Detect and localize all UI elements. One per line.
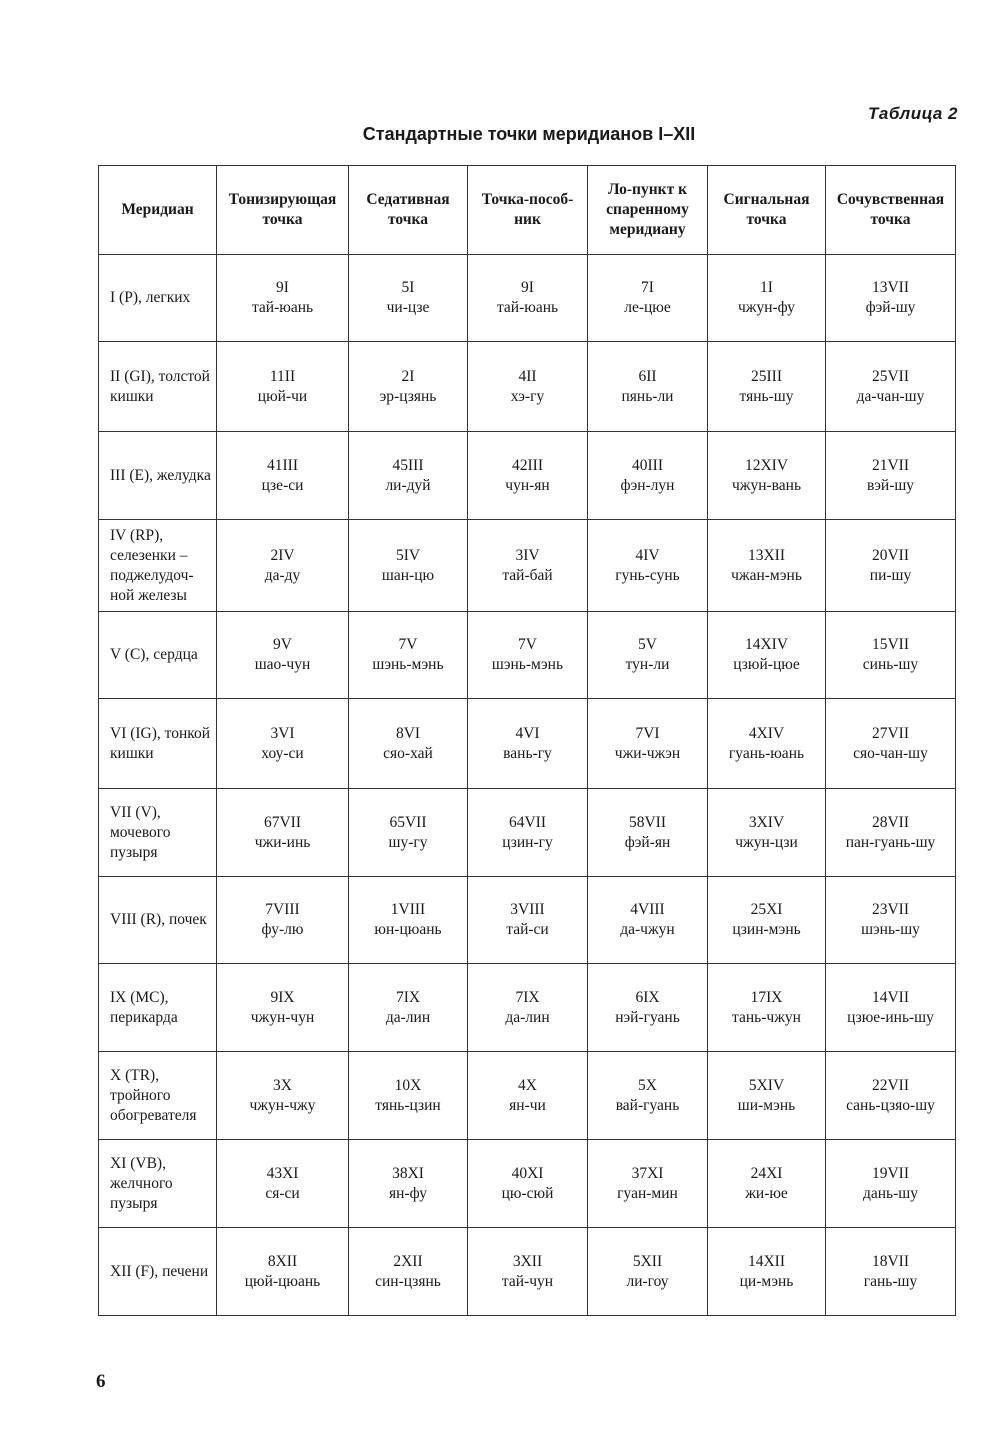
point-name: тай-юань <box>496 299 559 316</box>
point-name: чжун-цзи <box>735 833 798 851</box>
point-cell <box>468 877 588 964</box>
table-row <box>99 964 956 1052</box>
column-header-tonifying: Тонизирующая точка <box>217 166 349 255</box>
point-code: 64VII <box>508 813 547 831</box>
point-name: ли-дуй <box>385 476 431 494</box>
point-cell <box>349 789 468 877</box>
point-name: вэй-шу <box>866 476 915 494</box>
point-code: 28VII <box>871 813 910 831</box>
point-name: шэнь-шу <box>861 921 920 938</box>
point-cell <box>349 520 468 612</box>
point-code: 24XI <box>750 1164 783 1182</box>
point-cell <box>826 789 956 877</box>
point-name: цюй-цюань <box>244 1272 321 1290</box>
point-code: 5XIV <box>748 1076 785 1094</box>
point-cell <box>826 877 956 964</box>
point-cell <box>708 877 826 964</box>
point-name: чи-цзе <box>386 299 430 316</box>
point-name: ян-фу <box>389 1184 427 1202</box>
point-cell <box>217 964 349 1052</box>
point-name: тай-юань <box>251 299 314 316</box>
point-code: 13VII <box>871 279 910 296</box>
point-cell <box>217 612 349 699</box>
point-name: фэн-лун <box>620 476 675 494</box>
point-cell <box>588 342 708 432</box>
point-cell <box>588 255 708 342</box>
point-name: жи-юе <box>745 1184 788 1202</box>
meridian-name-cell: VIII (R), почек <box>99 877 217 964</box>
point-code: 23VII <box>871 901 910 918</box>
point-code: 37XI <box>631 1164 664 1182</box>
point-code: 14XII <box>747 1252 786 1270</box>
point-name: шу-гу <box>388 833 428 851</box>
point-code: 18VII <box>871 1252 910 1270</box>
point-code: 3XIV <box>748 813 785 831</box>
point-name: шан-цю <box>381 566 435 584</box>
point-code: 65VII <box>389 813 427 831</box>
point-name: да-лин <box>385 1008 431 1026</box>
page-number: 6 <box>96 1371 106 1392</box>
point-cell <box>468 1228 588 1316</box>
point-code: 14XIV <box>744 636 789 653</box>
point-name: вань-гу <box>503 744 552 762</box>
point-code: 9I <box>276 279 289 296</box>
point-name: тай-бай <box>502 566 553 584</box>
point-name: тянь-шу <box>739 387 794 405</box>
point-code: 41III <box>267 456 298 474</box>
point-name: ян-чи <box>509 1096 546 1114</box>
point-code: 40III <box>632 456 663 474</box>
point-name: фэй-шу <box>865 299 916 316</box>
point-cell <box>349 1228 468 1316</box>
point-code: 6II <box>638 367 657 385</box>
table-row <box>99 1052 956 1140</box>
point-code: 5X <box>638 1076 657 1094</box>
point-cell <box>217 1228 349 1316</box>
point-name: гунь-сунь <box>615 566 680 584</box>
point-name: пан-гуань-шу <box>845 833 936 851</box>
point-code: 43XI <box>266 1164 299 1182</box>
point-name: чжун-чжу <box>249 1096 316 1114</box>
point-cell <box>349 432 468 520</box>
point-cell <box>217 432 349 520</box>
point-code: 3IV <box>515 546 540 564</box>
point-name: тай-чун <box>501 1272 554 1290</box>
point-name: чун-ян <box>505 476 550 494</box>
point-name: чжи-инь <box>254 833 311 851</box>
point-code: 3X <box>273 1076 292 1094</box>
point-cell <box>588 699 708 789</box>
table-header-row <box>99 166 956 255</box>
point-code: 5I <box>401 279 415 296</box>
point-cell <box>349 1052 468 1140</box>
point-name: шэнь-мэнь <box>372 656 444 673</box>
point-code: 45III <box>392 456 424 474</box>
point-name: пи-шу <box>869 566 912 584</box>
point-cell <box>708 342 826 432</box>
point-code: 27VII <box>871 724 910 742</box>
point-name: сань-цзяо-шу <box>846 1096 935 1114</box>
point-cell <box>349 612 468 699</box>
point-cell <box>588 964 708 1052</box>
table-row <box>99 612 956 699</box>
point-code: 2XII <box>393 1252 423 1270</box>
point-cell <box>588 1052 708 1140</box>
point-cell <box>826 964 956 1052</box>
point-cell <box>588 1228 708 1316</box>
point-cell <box>217 1140 349 1228</box>
point-cell <box>708 432 826 520</box>
meridian-name-cell: III (E), желудка <box>99 432 217 520</box>
point-name: чжан-мэнь <box>731 566 802 584</box>
point-code: 9I <box>521 279 534 296</box>
point-code: 25III <box>751 367 782 385</box>
table-row <box>99 432 956 520</box>
point-cell <box>708 520 826 612</box>
table-row <box>99 699 956 789</box>
point-cell <box>468 520 588 612</box>
point-code: 58VII <box>628 813 667 831</box>
point-name: син-цзянь <box>375 1272 441 1290</box>
meridian-name-cell: IV (RP), селезенки – поджелудоч-ной железы <box>99 520 217 612</box>
point-code: 4VIII <box>630 901 665 918</box>
point-code: 22VII <box>871 1076 910 1094</box>
point-code: 40XI <box>511 1164 544 1182</box>
point-name: шао-чун <box>254 656 311 673</box>
point-name: цюй-чи <box>257 387 308 405</box>
point-cell <box>349 342 468 432</box>
point-name: цзюй-цюе <box>733 656 800 673</box>
point-cell <box>468 432 588 520</box>
point-cell <box>217 789 349 877</box>
point-code: 3XII <box>512 1252 543 1270</box>
point-cell <box>708 1140 826 1228</box>
column-header-luo-point: Ло-пункт к спаренному меридиану <box>588 166 708 255</box>
point-code: 15VII <box>871 636 910 653</box>
point-cell <box>468 342 588 432</box>
point-cell <box>468 612 588 699</box>
point-name: чжун-фу <box>737 299 796 316</box>
point-code: 4IV <box>635 546 660 564</box>
point-cell <box>826 1052 956 1140</box>
point-cell <box>468 1140 588 1228</box>
point-code: 12XIV <box>744 456 789 474</box>
point-cell <box>708 255 826 342</box>
point-code: 7IX <box>515 988 540 1006</box>
point-cell <box>826 520 956 612</box>
point-code: 42III <box>512 456 543 474</box>
point-name: цзин-гу <box>502 833 553 851</box>
point-name: тун-ли <box>625 656 670 673</box>
table-row <box>99 520 956 612</box>
meridian-name-cell: II (GI), толстой кишки <box>99 342 217 432</box>
point-code: 4VI <box>515 724 540 742</box>
point-cell <box>217 342 349 432</box>
point-cell <box>826 432 956 520</box>
point-name: цзе-си <box>261 476 304 494</box>
point-cell <box>826 1140 956 1228</box>
point-code: 3VI <box>270 724 295 742</box>
point-code: 4II <box>518 367 537 385</box>
point-name: ци-мэнь <box>739 1272 794 1290</box>
point-cell <box>826 612 956 699</box>
point-code: 14VII <box>871 988 910 1006</box>
page-title: Стандартные точки меридианов I–XII <box>362 124 696 144</box>
meridian-name-cell: IX (MC), перикарда <box>99 964 217 1052</box>
point-cell <box>349 1140 468 1228</box>
point-name: тай-си <box>506 921 549 938</box>
point-code: 7I <box>641 279 654 296</box>
point-code: 6IX <box>635 988 660 1006</box>
point-name: пянь-ли <box>621 387 674 405</box>
point-name: гань-шу <box>863 1272 918 1290</box>
point-cell <box>217 1052 349 1140</box>
point-cell <box>468 255 588 342</box>
point-code: 19VII <box>871 1164 910 1182</box>
table-row <box>99 1140 956 1228</box>
point-name: цзин-мэнь <box>732 921 801 938</box>
point-code: 38XI <box>392 1164 424 1182</box>
point-code: 7IX <box>395 988 421 1006</box>
point-cell <box>588 1140 708 1228</box>
meridian-name-cell: X (TR), тройного обогревателя <box>99 1052 217 1140</box>
point-name: синь-шу <box>862 656 919 673</box>
point-name: хоу-си <box>261 744 304 762</box>
column-header-sedative: Седативная точка <box>349 166 468 255</box>
point-code: 7V <box>398 636 418 653</box>
point-cell <box>708 1228 826 1316</box>
point-name: хэ-гу <box>510 387 545 405</box>
meridian-name-cell: XI (VB), желчного пузыря <box>99 1140 217 1228</box>
table-row <box>99 255 956 342</box>
point-cell <box>468 964 588 1052</box>
point-code: 11II <box>269 367 296 385</box>
point-cell <box>708 964 826 1052</box>
point-code: 7VIII <box>265 901 300 918</box>
point-code: 1VIII <box>390 901 426 918</box>
point-cell <box>588 432 708 520</box>
point-code: 7VI <box>635 724 660 742</box>
point-code: 25VII <box>871 367 910 385</box>
point-cell <box>826 255 956 342</box>
point-code: 4X <box>518 1076 537 1094</box>
point-code: 5XII <box>632 1252 663 1270</box>
table-row <box>99 789 956 877</box>
point-code: 9IX <box>270 988 295 1006</box>
point-cell <box>826 1228 956 1316</box>
point-cell <box>349 964 468 1052</box>
point-name: эр-цзянь <box>379 387 437 405</box>
point-name: гуан-мин <box>617 1184 678 1202</box>
point-code: 3VIII <box>510 901 545 918</box>
table-label: Таблица 2 <box>868 104 958 123</box>
point-name: сяо-чан-шу <box>853 744 928 762</box>
meridian-points-table <box>98 165 956 1316</box>
meridian-name-cell: I (P), легких <box>99 255 217 342</box>
point-name: тянь-цзин <box>375 1096 441 1114</box>
point-name: фэй-ян <box>624 833 671 851</box>
meridian-name-cell: VII (V), мочевого пузыря <box>99 789 217 877</box>
point-name: ли-гоу <box>626 1272 669 1290</box>
point-name: гуань-юань <box>728 744 805 762</box>
point-name: сяо-хай <box>383 744 433 762</box>
point-name: тань-чжун <box>732 1008 801 1026</box>
point-cell <box>217 877 349 964</box>
point-cell <box>468 1052 588 1140</box>
point-name: чжун-чун <box>250 1008 315 1026</box>
point-cell <box>217 520 349 612</box>
point-code: 21VII <box>871 456 910 474</box>
point-cell <box>588 877 708 964</box>
point-code: 20VII <box>871 546 910 564</box>
point-code: 13XII <box>747 546 786 564</box>
point-name: шэнь-мэнь <box>491 656 564 673</box>
point-cell <box>708 1052 826 1140</box>
point-name: юн-цюань <box>374 921 442 938</box>
point-cell <box>708 789 826 877</box>
point-cell <box>349 877 468 964</box>
point-code: 10X <box>394 1076 422 1094</box>
point-cell <box>588 520 708 612</box>
point-cell <box>826 342 956 432</box>
point-cell <box>468 789 588 877</box>
point-name: да-ду <box>264 566 301 584</box>
point-code: 9V <box>273 636 292 653</box>
point-name: чжи-чжэн <box>614 744 681 762</box>
point-code: 17IX <box>750 988 783 1006</box>
table-row <box>99 877 956 964</box>
point-code: 2IV <box>270 546 295 564</box>
point-cell <box>708 612 826 699</box>
meridian-name-cell: VI (IG), тонкой кишки <box>99 699 217 789</box>
point-name: да-чан-шу <box>856 387 925 405</box>
point-code: 5V <box>638 636 657 653</box>
point-code: 25XI <box>750 901 783 918</box>
point-code: 67VII <box>263 813 302 831</box>
point-name: цзюе-инь-шу <box>847 1008 934 1026</box>
point-code: 8XII <box>267 1252 298 1270</box>
point-code: 1I <box>760 279 773 296</box>
point-name: ле-цюе <box>624 299 671 316</box>
point-code: 7V <box>518 636 537 653</box>
point-cell <box>588 789 708 877</box>
column-header-sympathetic: Сочувственная точка <box>826 166 956 255</box>
point-name: нэй-гуань <box>615 1008 680 1026</box>
column-header-signal: Сигнальная точка <box>708 166 826 255</box>
point-name: да-лин <box>505 1008 550 1026</box>
meridian-name-cell: XII (F), печени <box>99 1228 217 1316</box>
column-header-meridian: Меридиан <box>99 166 217 255</box>
point-name: вай-гуань <box>615 1096 680 1114</box>
point-cell <box>588 612 708 699</box>
point-name: фу-лю <box>261 921 304 938</box>
point-cell <box>708 699 826 789</box>
point-cell <box>468 699 588 789</box>
point-name: ши-мэнь <box>737 1096 796 1114</box>
point-cell <box>217 255 349 342</box>
point-name: дань-шу <box>863 1184 918 1202</box>
table-row <box>99 1228 956 1316</box>
point-name: цю-сюй <box>501 1184 554 1202</box>
column-header-assistant: Точка-пособ-ник <box>468 166 588 255</box>
point-name: чжун-вань <box>731 476 802 494</box>
point-cell <box>349 255 468 342</box>
point-cell <box>826 699 956 789</box>
point-name: ся-си <box>265 1184 300 1202</box>
point-code: 2I <box>401 367 415 385</box>
point-cell <box>349 699 468 789</box>
point-name: да-чжун <box>620 921 675 938</box>
point-code: 4XIV <box>748 724 785 742</box>
table-row <box>99 342 956 432</box>
point-code: 5IV <box>395 546 421 564</box>
point-code: 8VI <box>395 724 421 742</box>
point-cell <box>217 699 349 789</box>
meridian-name-cell: V (C), сердца <box>99 612 217 699</box>
